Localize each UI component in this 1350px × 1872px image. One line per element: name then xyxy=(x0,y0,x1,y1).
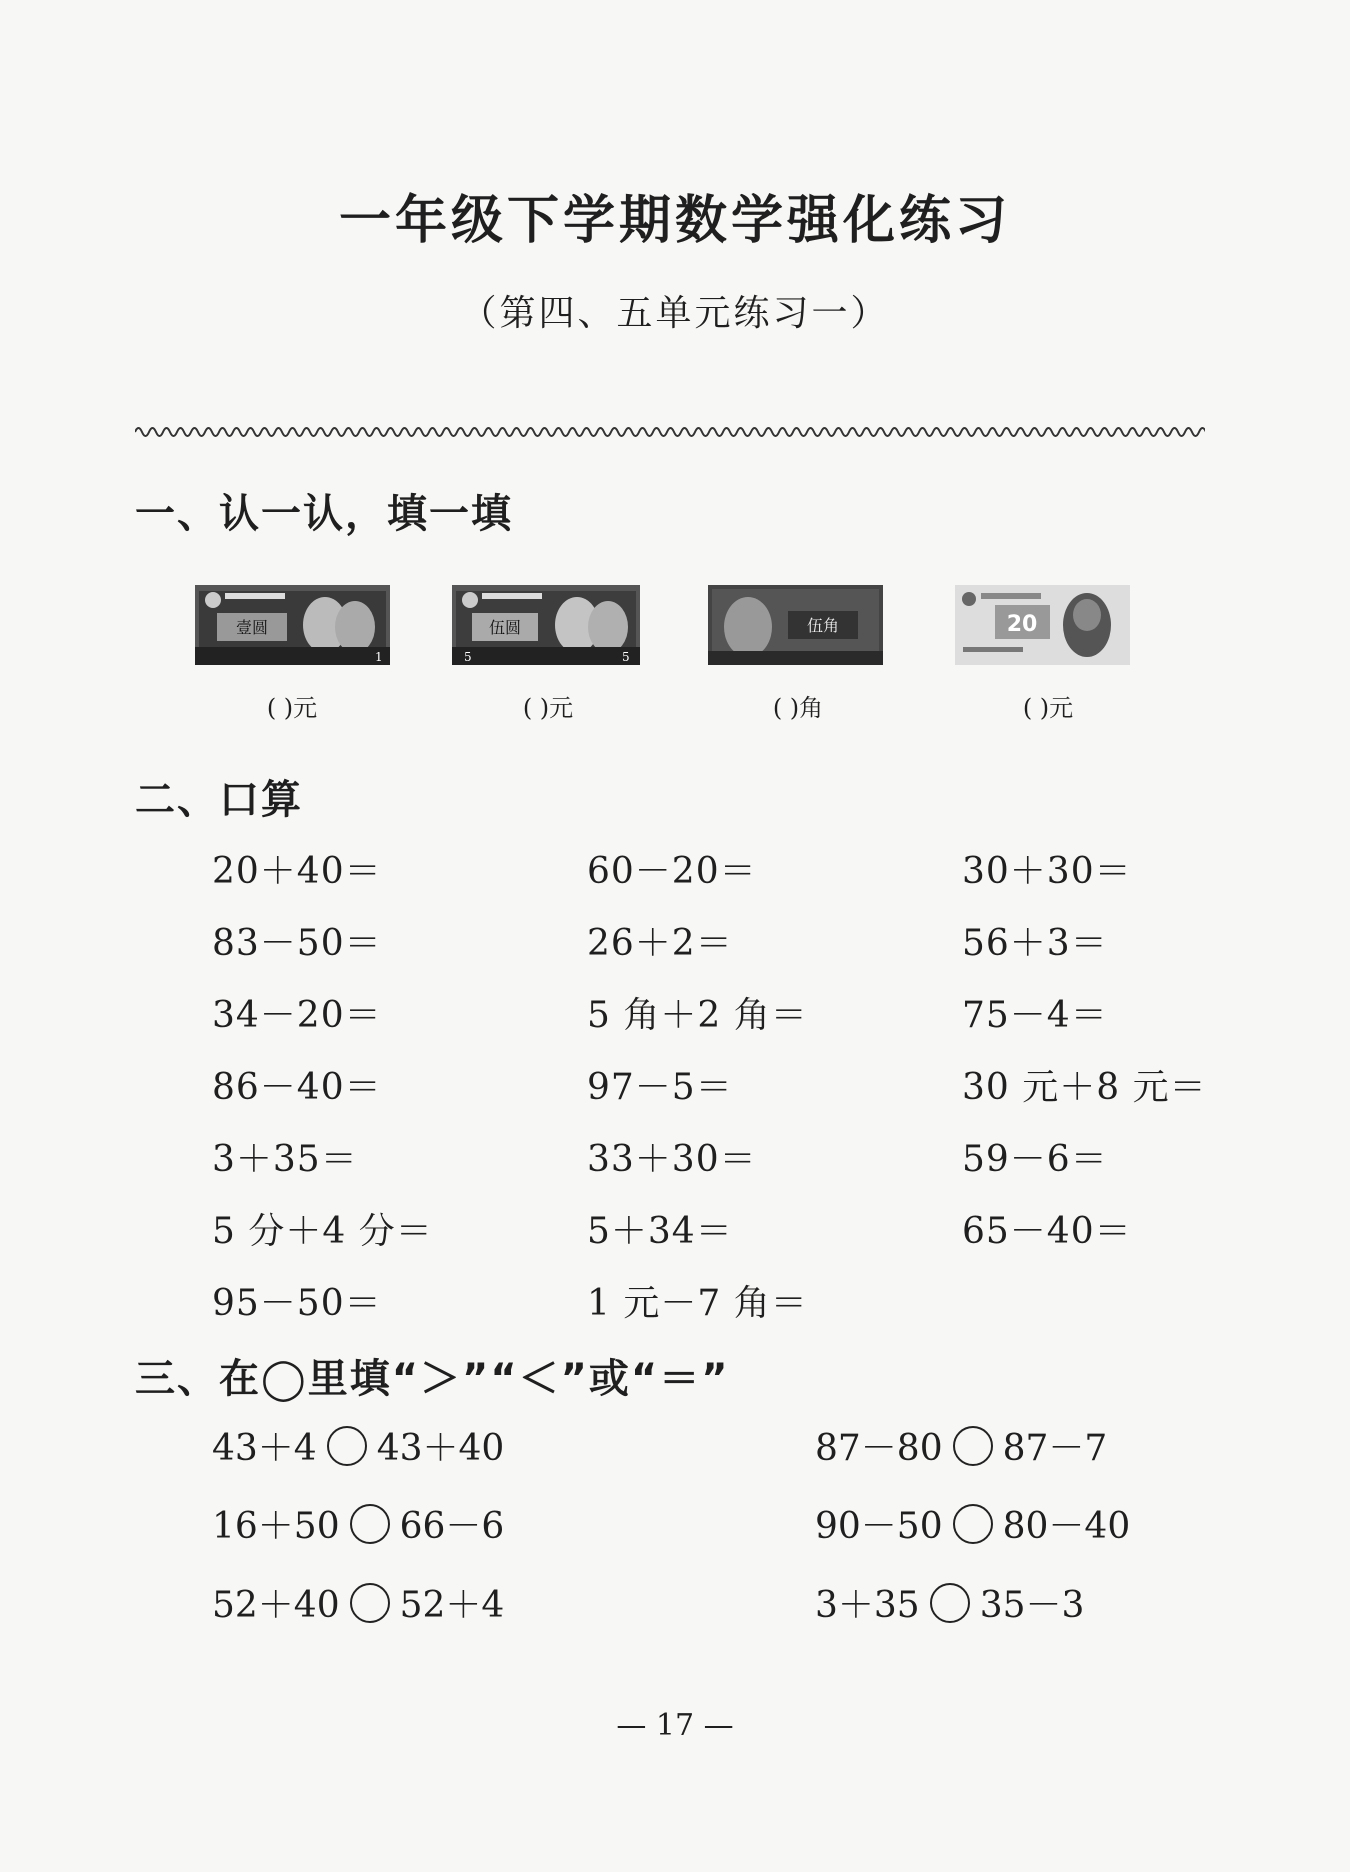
banknote-5-yuan xyxy=(452,585,640,665)
compare-item xyxy=(815,1420,1107,1471)
compare-right: 66－6 xyxy=(399,1506,505,1547)
svg-text:5: 5 xyxy=(622,650,630,664)
answer-circle[interactable] xyxy=(930,1583,970,1623)
banknote-20-yuan xyxy=(955,585,1130,665)
banknote-1-yuan xyxy=(195,585,390,665)
compare-item xyxy=(212,1577,504,1628)
answer-circle[interactable] xyxy=(327,1426,367,1466)
calc-item: 59－6＝ xyxy=(962,1139,1108,1180)
section2-heading: 二、口算 xyxy=(135,777,303,823)
calc-item: 20＋40＝ xyxy=(212,851,382,892)
svg-text:5: 5 xyxy=(464,650,472,664)
answer-circle[interactable] xyxy=(953,1426,993,1466)
calc-item: 30＋30＝ xyxy=(962,851,1132,892)
compare-left: 16＋50 xyxy=(212,1506,340,1547)
compare-item xyxy=(815,1577,1084,1628)
compare-right: 43＋40 xyxy=(376,1428,505,1469)
banknote-5-jiao xyxy=(708,585,883,665)
calc-item: 26＋2＝ xyxy=(587,923,733,964)
svg-text:1: 1 xyxy=(375,650,383,664)
compare-left: 43＋4 xyxy=(212,1428,317,1469)
page-subtitle: （第四、五单元练习一） xyxy=(460,293,890,334)
compare-item xyxy=(212,1420,504,1471)
compare-right: 87－7 xyxy=(1002,1428,1108,1469)
note-4-caption: ( )元 xyxy=(1022,694,1074,722)
banknote-1-label: 壹圆 xyxy=(235,618,269,637)
calc-item: 83－50＝ xyxy=(212,923,382,964)
note-1-caption: ( )元 xyxy=(266,694,318,722)
compare-item xyxy=(212,1498,504,1549)
calc-item: 5 分＋4 分＝ xyxy=(212,1211,433,1252)
calc-item: 3＋35＝ xyxy=(212,1139,358,1180)
calc-item: 97－5＝ xyxy=(587,1067,733,1108)
calc-item: 75－4＝ xyxy=(962,995,1108,1036)
calc-item: 86－40＝ xyxy=(212,1067,382,1108)
banknote-2-label: 伍圆 xyxy=(488,618,522,637)
calc-item: 65－40＝ xyxy=(962,1211,1132,1252)
answer-circle[interactable] xyxy=(350,1504,390,1544)
note-3-caption: ( )角 xyxy=(772,694,824,722)
compare-item xyxy=(815,1498,1130,1549)
calc-item: 5＋34＝ xyxy=(587,1211,733,1252)
compare-left: 52＋40 xyxy=(212,1585,340,1626)
compare-left: 87－80 xyxy=(815,1428,943,1469)
compare-right: 52＋4 xyxy=(399,1585,505,1626)
compare-right: 80－40 xyxy=(1002,1506,1131,1547)
page-title: 一年级下学期数学强化练习 xyxy=(338,190,1011,251)
page-number: — 17 — xyxy=(616,1708,734,1743)
calc-item: 33＋30＝ xyxy=(587,1139,757,1180)
calc-item: 34－20＝ xyxy=(212,995,382,1036)
note-2-caption: ( )元 xyxy=(522,694,574,722)
answer-circle[interactable] xyxy=(953,1504,993,1544)
compare-left: 3＋35 xyxy=(815,1585,920,1626)
calc-item: 60－20＝ xyxy=(587,851,757,892)
section1-heading: 一、认一认，填一填 xyxy=(135,491,513,537)
compare-left: 90－50 xyxy=(815,1506,943,1547)
section3-heading: 三、在◯里填“＞”“＜”或“＝” xyxy=(135,1356,730,1402)
calc-item: 56＋3＝ xyxy=(962,923,1108,964)
calc-item: 95－50＝ xyxy=(212,1283,382,1324)
compare-right: 35－3 xyxy=(979,1585,1085,1626)
banknote-4-label: 20 xyxy=(1006,612,1038,637)
banknote-3-label: 伍角 xyxy=(806,616,840,635)
calc-item: 1 元－7 角＝ xyxy=(587,1283,808,1324)
answer-circle[interactable] xyxy=(350,1583,390,1623)
wavy-divider xyxy=(135,422,1205,442)
calc-item: 5 角＋2 角＝ xyxy=(587,995,808,1036)
calc-item: 30 元＋8 元＝ xyxy=(962,1067,1207,1108)
